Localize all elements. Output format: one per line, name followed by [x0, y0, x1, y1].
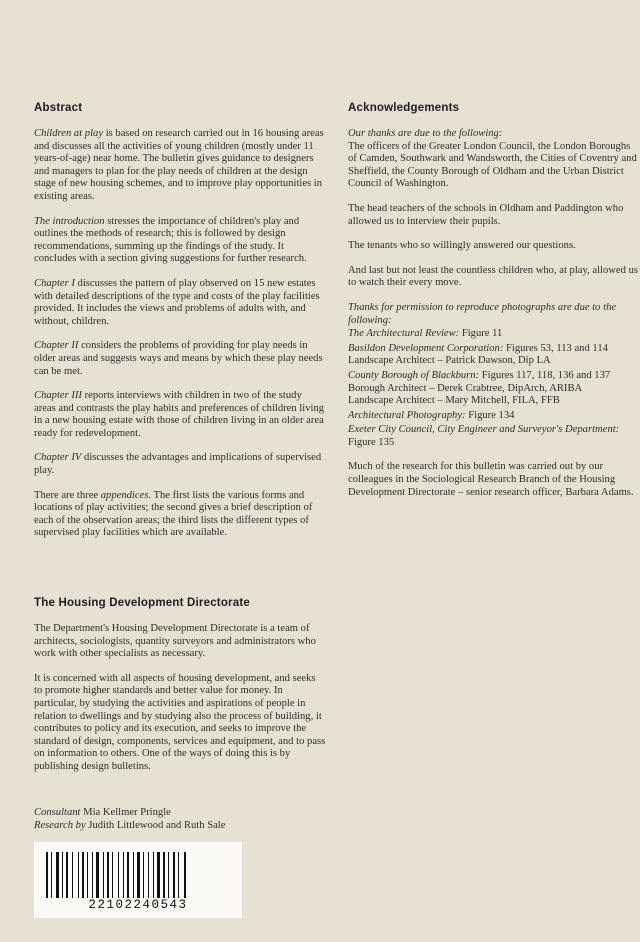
ack-paragraph-5: Much of the research for this bulletin was carried out by our colleagues in the Sociological Research Branch of the Housing Development Directorate – senior research officer, Barbara Adams.	[348, 461, 634, 498]
barcode-label	[34, 842, 242, 918]
hdd-heading: The Housing Development Directorate	[34, 597, 250, 609]
barcode-bar	[66, 852, 68, 898]
barcode-bar	[72, 852, 73, 898]
ack-paragraph-2: The head teachers of the schools in Oldham and Paddington who allowed us to interview their pupils.	[348, 202, 624, 227]
abstract-section	[34, 102, 326, 540]
research-credit: Research by Judith Littlewood and Ruth Sale	[34, 820, 226, 831]
barcode-bar	[178, 852, 179, 898]
hdd-section	[34, 597, 326, 774]
barcode-bar	[82, 852, 84, 898]
barcode-bar	[62, 852, 63, 898]
barcode-bar	[137, 852, 140, 898]
barcode-bar	[112, 852, 113, 898]
barcode-bar	[51, 852, 52, 898]
abstract-paragraph-2: The introduction stresses the importance of children's play and outlines the methods of research; this is followed by design recommendations, summing up the findings of the study. It concludes with a section giving suggestions for further research.	[34, 215, 307, 265]
photo-thanks-intro: Thanks for permission to reproduce photographs are due to the following:	[348, 301, 617, 326]
photo-credit-5-figure: Figure 135	[348, 436, 395, 448]
photo-credit-3: County Borough of Blackburn: Figures 117, 118, 136 and 137	[348, 369, 611, 381]
barcode-bar	[133, 852, 134, 898]
barcode-number: 22102240543	[88, 898, 188, 912]
barcode-bar	[78, 852, 79, 898]
photo-credit-3-line-3: Landscape Architect – Mary Mitchell, FILA, FFB	[348, 395, 560, 407]
barcode-bar	[153, 852, 154, 898]
barcode-bar	[118, 852, 119, 898]
acknowledgements-heading: Acknowledgements	[348, 102, 460, 114]
ack-paragraph-3: The tenants who so willingly answered our questions.	[348, 240, 576, 252]
photo-credit-2-line-2: Landscape Architect – Patrick Dawson, Dip LA	[348, 355, 551, 367]
barcode-bar	[46, 852, 48, 898]
barcode-bar	[143, 852, 144, 898]
barcode-bar	[168, 852, 169, 898]
abstract-paragraph-6: Chapter IV discusses the advantages and implications of supervised play.	[34, 452, 322, 477]
photo-credit-4: Architectural Photography: Figure 134	[348, 409, 515, 421]
acknowledgements-section	[348, 102, 640, 499]
hdd-paragraph-2: It is concerned with all aspects of housing development, and seeks to promote higher standards and better value for money. In particular, by studying the activities and aspirations of people in relation to dwellings and by studying also the process of building, it contributes to policy and its execution, and seeks to improve the standard of design, components, services and equipment, and to pass on information to others. One of the ways of doing this is by publishing design bulletins.	[34, 672, 326, 772]
barcode-bar	[92, 852, 93, 898]
hdd-paragraph-1: The Department's Housing Development Directorate is a team of architects, sociologists, quantity surveyors and administrators who work with other specialists as necessary.	[34, 623, 316, 660]
barcode-bar	[87, 852, 88, 898]
barcode-bar	[123, 852, 124, 898]
thanks-intro: Our thanks are due to the following:	[348, 128, 503, 139]
photo-credit-1: The Architectural Review: Figure 11	[348, 328, 503, 340]
barcode-bar	[148, 852, 149, 898]
credits	[34, 806, 326, 832]
consultant-credit: Consultant Mia Kellmer Pringle	[34, 807, 171, 818]
abstract-paragraph-5: Chapter III reports interviews with children in two of the study areas and contrasts the play habits and preferences of children living in a new housing estate with those of children living in an older area ready for redevelopment.	[34, 390, 325, 439]
barcode-bar	[173, 852, 175, 898]
barcode-bar	[163, 852, 165, 898]
abstract-paragraph-7: There are three appendices. The first lists the various forms and locations of play activities; the second gives a brief description of each of the observation areas; the third lists the different types of supervised play facilities which are available.	[34, 489, 313, 539]
photo-credit-3-line-2: Borough Architect – Derek Crabtree, DipArch, ARIBA	[348, 382, 583, 394]
barcode-bar	[103, 852, 104, 898]
barcode-bar	[107, 852, 109, 898]
photo-credit-5: Exeter City Council, City Engineer and Surveyor's Department:	[348, 424, 620, 436]
barcode-bar	[96, 852, 99, 898]
abstract-paragraph-4: Chapter II considers the problems of providing for play needs in older areas and suggests ways and means by which these play needs can be met.	[34, 340, 323, 377]
barcode	[46, 852, 230, 898]
barcode-bar	[56, 852, 59, 898]
barcode-bar	[184, 852, 186, 898]
barcode-bar	[157, 852, 160, 898]
abstract-paragraph-1: Children at play is based on research carried out in 16 housing areas and discusses all the activities of young children (mostly under 11 years-of-age) near home. The bulletin gives guidance to designers and managers to plan for the play needs of children at the design stage of new housing schemes, and to improve play opportunities in existing areas.	[34, 128, 324, 202]
abstract-heading: Abstract	[34, 102, 83, 114]
abstract-paragraph-3: Chapter I discusses the pattern of play observed on 15 new estates with detailed descriptions of the type and costs of the play facilities provided. It includes the views and problems of adults with, and without, children.	[34, 277, 320, 327]
ack-paragraph-4: And last but not least the countless children who, at play, allowed us to watch their every move.	[348, 264, 638, 289]
photo-credit-2: Basildon Development Corporation: Figures 53, 113 and 114	[348, 342, 608, 354]
ack-paragraph-1: The officers of the Greater London Council, the London Boroughs of Camden, Southwark and Wandsworth, the Cities of Coventry and Sheffield, the County Borough of Oldham and the Urban District Council of Washington.	[348, 140, 637, 190]
barcode-bar	[127, 852, 129, 898]
